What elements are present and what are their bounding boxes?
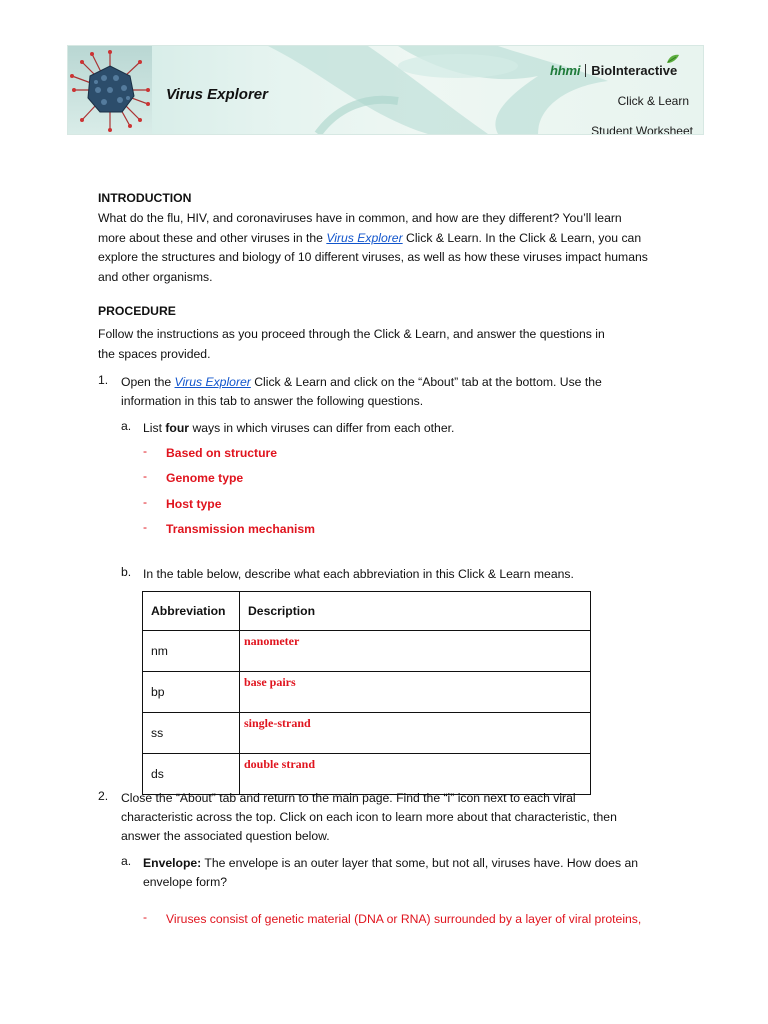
question-2-line-1: Close the “About” tab and return to the main page. Find the “i” icon next to each viral xyxy=(121,791,576,805)
q1-line-1-post: Click & Learn and click on the “About” tab at the bottom. Use the xyxy=(250,375,602,389)
question-1b-text: In the table below, describe what each abbreviation in this Click & Learn means. xyxy=(143,567,574,581)
question-1-number: 1. xyxy=(98,373,109,387)
table-header-row xyxy=(143,592,591,631)
intro-line-2 xyxy=(98,231,641,245)
q1a-pre: List xyxy=(143,421,166,435)
answer-dash: - xyxy=(143,910,148,924)
q2a-bold: Envelope: xyxy=(143,856,202,870)
logo-biointeractive-text: BioInteractive xyxy=(591,62,678,78)
question-2-number: 2. xyxy=(98,789,109,803)
student-worksheet-label: Student Worksheet xyxy=(591,124,693,135)
answer-dash: - xyxy=(143,444,148,458)
answer-structure: Based on structure xyxy=(166,446,278,460)
intro-line-2-pre: more about these and other viruses in the xyxy=(98,231,327,245)
procedure-line-2: the spaces provided. xyxy=(98,347,211,361)
question-1a-text xyxy=(143,419,673,439)
answer-host-type: Host type xyxy=(166,497,222,511)
introduction-heading: INTRODUCTION xyxy=(98,191,192,205)
virus-explorer-link[interactable]: Virus Explorer xyxy=(326,231,403,245)
table-cell-desc[interactable]: base pairs xyxy=(240,672,591,713)
header-banner xyxy=(67,45,704,135)
intro-line-3: explore the structures and biology of 10 different viruses, as well as how these viruses impact humans xyxy=(98,250,648,264)
table-row xyxy=(143,713,591,754)
question-2a-line-1 xyxy=(143,854,673,874)
intro-line-1: What do the flu, HIV, and coronaviruses have in common, and how are they different? You’ll learn xyxy=(98,211,622,225)
table-header-description: Description xyxy=(240,592,591,631)
table-cell-desc[interactable]: double strand xyxy=(240,754,591,795)
intro-line-4: and other organisms. xyxy=(98,270,213,284)
question-1-line-2: information in this tab to answer the following questions. xyxy=(121,394,424,408)
table-cell-abbr: ds xyxy=(143,754,240,795)
procedure-heading: PROCEDURE xyxy=(98,304,176,318)
q2a-line-1-text: The envelope is an outer layer that some, but not all, viruses have. How does an xyxy=(201,856,638,870)
logo-hhmi-text: hhmi xyxy=(550,62,581,78)
answer-dash: - xyxy=(143,469,148,483)
table-row xyxy=(143,672,591,713)
question-2a-letter: a. xyxy=(121,854,132,868)
banner-decoration xyxy=(68,46,703,134)
table-cell-desc[interactable]: single-strand xyxy=(240,713,591,754)
answer-transmission: Transmission mechanism xyxy=(166,522,316,536)
table-cell-abbr: bp xyxy=(143,672,240,713)
answer-dash: - xyxy=(143,520,148,534)
intro-line-2-post: Click & Learn. In the Click & Learn, you can xyxy=(402,231,642,245)
answer-genome-type: Genome type xyxy=(166,471,244,485)
answer-dash: - xyxy=(143,495,148,509)
click-and-learn-label: Click & Learn xyxy=(617,94,689,108)
logo-separator xyxy=(585,64,586,77)
q1-line-1-pre: Open the xyxy=(121,375,175,389)
question-2-line-2: characteristic across the top. Click on each icon to learn more about that characteristic, then xyxy=(121,810,617,824)
table-cell-desc[interactable]: nanometer xyxy=(240,631,591,672)
q1a-bold: four xyxy=(165,421,190,435)
abbreviation-table xyxy=(142,591,591,795)
question-2-line-3: answer the associated question below. xyxy=(121,829,330,843)
question-1-line-1 xyxy=(121,373,641,393)
worksheet-title: Virus Explorer xyxy=(166,86,268,103)
virus-illustration xyxy=(68,46,152,134)
virus-explorer-link-q1[interactable]: Virus Explorer xyxy=(174,375,251,389)
question-1a-letter: a. xyxy=(121,419,132,433)
virus-icon xyxy=(68,46,152,134)
table-header-abbreviation: Abbreviation xyxy=(143,592,240,631)
table-row xyxy=(143,631,591,672)
table-cell-abbr: nm xyxy=(143,631,240,672)
procedure-line-1: Follow the instructions as you proceed through the Click & Learn, and answer the questions in xyxy=(98,327,605,341)
q1a-post: ways in which viruses can differ from each other. xyxy=(189,421,455,435)
leaf-icon xyxy=(666,53,680,65)
question-1b-letter: b. xyxy=(121,565,132,579)
table-cell-abbr: ss xyxy=(143,713,240,754)
hhmi-biointeractive-logo xyxy=(550,61,677,79)
answer-envelope: Viruses consist of genetic material (DNA or RNA) surrounded by a layer of viral proteins, xyxy=(166,912,642,926)
question-2a-line-2: envelope form? xyxy=(143,875,228,889)
